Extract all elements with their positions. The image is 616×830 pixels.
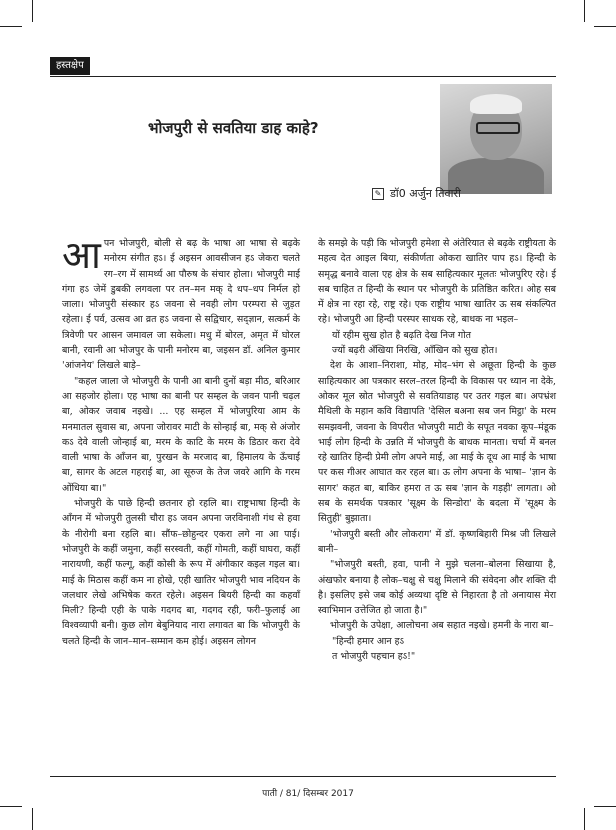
paragraph: 'भोजपुरी बस्ती और लोकराग' में डॉ. कृष्णबिहारी मिश्र जी लिखले बानी– [318, 528, 556, 555]
photo-body [448, 158, 544, 194]
paragraph: आपन भोजपुरी, बोली से बढ़ के भाषा आ भाषा से बढ़के मनोरम संगीत हऽ। ई अइसन आवसीजन हऽ जेकरा चलते रग–रग में सामर्थ्य आ पौरुष के संचार होला। भोजपुरी माई गंगा हऽ जेमें डुबकी लगवला पर तन–मन मक् दे धप–धप निर्मल हो जाला। भोजपुरी संस्कार हऽ जवना से नवही लोग परम्परा से जुड़त रहेला। ई पर्व, उत्सव आ व्रत हऽ जवना से सद्विचार, सद्ज्ञान, सत्कर्म के त्रिवेणी पर आसन जमावल जा सकेला। मधु में बोरल, अमृत में घोरल बानी, रवानी आ भोजपुर के पानी मनोरम बा, जइसन डॉ. अनिल कुमार 'आंजनेय' लिखले बाड़े– [62, 233, 300, 372]
crop-mark [32, 808, 33, 830]
couplet-line: ज्यों बढ़री अँखिया निरखि, आँखिन को सुख होत। [332, 345, 498, 357]
crop-mark [594, 26, 616, 27]
crop-mark [594, 806, 616, 807]
author-photo [440, 84, 552, 194]
article-title: भोजपुरी से सवतिया डाह काहे? [148, 119, 319, 137]
slogan-line: त भोजपुरी पहचान हऽ!" [332, 651, 416, 663]
crop-mark [32, 0, 33, 22]
crop-mark [0, 806, 22, 807]
crop-mark [584, 808, 585, 830]
page-footer: पाती / 81/ दिसम्बर 2017 [262, 789, 354, 799]
section-tag: हस्तक्षेप [50, 57, 90, 75]
footer-rule [50, 776, 556, 777]
paragraph: के समझे के पड़ी कि भोजपुरी हमेशा से अंतेरियात से बढ़के राष्ट्रीयता के महत्व देत आइल बिया, संकीर्णता ओकरा खातिर पाप हऽ। हिन्दी के समृद्ध बनावे वाला एह क्षेत्र के सब साहित्यकार मूलतः भोजपुरिए रहे। ई सब चाहित त हिन्दी के स्थान पर भोजपुरी के प्रतिष्ठित करित। ओह सब में क्षेत्र ना रहा रहे, राष्ट्र रहे। एक राष्ट्रीय भाषा खातिर ऊ सब संकल्पित रहे। भोजपुरी आ हिन्दी परस्पर साधक रहे, बाधक ना भइल– [318, 238, 556, 326]
left-column [62, 233, 300, 649]
paragraph: भोजपुरी के पाछे हिन्दी छतनार हो रहलि बा। राष्ट्रभाषा हिन्दी के आँगन में भोजपुरी तुलसी चौरा हऽ जवन अपना जरविनाशी गंध से हवा के नीरोगी बना रहलि बा। सौंफ–छोहुन्दर एकरा लगे ना आ पाई। भोजपुरी के कहीं जमुना, कहीं सरस्वती, कहीं गोमती, कहीं घाघरा, कहीं नारायणी, कहीं फल्गू, कहीं कोसी के रूप में अंगीकार कइल गइल बा। माई के मिठास कहीं कम ना होखे, एही खातिर भोजपुरी भाव नदियन के जलधार लेखे अभिषेक करत रहेले। अइसन बियरी हिन्दी का कहवाँ मिली? हिन्दी एही के पाके गदगद बा, गदगद रही, फरी–फुलाई आ विश्वव्यापी बनी। कुछ लोग बेबुनियाद नारा लगावत बा कि भोजपुरी के चलते हिन्दी के जान–मान–सम्मान कम होई। अइसन लोगन [62, 498, 300, 647]
paragraph: भोजपुरी के उपेक्षा, आलोचना अब सहात नइखे। हमनी के नारा बा– [330, 620, 554, 632]
paragraph: "कहल जाला जे भोजपुरी के पानी आ बानी दुनों बड़ा मीठ, बरिआर आ सहजोर होला। एह भाषा का बानी पर सम्हल के जवन पानी चढ़ल बा, ओकर जवाब नइखे। ... एह सम्हल में भोजपुरिया आम के मनमातल सुवास बा, अपना जोरावर माटी के सोन्हाई बा, मक् से अंजोर कऽ देवे वाली जोन्हाई बा, मरम के काटि के मरम के डिठार करा देवे वाली भाषा के आँजन बा, पुरखन के मरजाद बा, हिमालय के ऊँचाई बा, सागर के अटल गहराई बा, आ सूरुज के तेज जवरे आगि के गरम ओंधिया बा।" [62, 375, 300, 494]
byline [372, 186, 461, 201]
slogan-line: "हिन्दी हमार आन हऽ [332, 635, 404, 647]
author-name: डॉ0 अर्जुन तिवारी [390, 187, 461, 200]
couplet-line: यों रहीम सुख होत है बढ़ति देख निज गोत [332, 329, 471, 341]
pen-icon: ✎ [372, 188, 384, 200]
crop-mark [0, 26, 22, 27]
section-rule [50, 76, 556, 77]
paragraph: देश के आशा–निराशा, मोह, मोद–भंग से अछूता हिन्दी के कुछ साहित्यकार आ पत्रकार सरल–तरल हिन्दी के विकास पर ध्यान ना देके, ओकर मूल स्रोत भोजपुरी से सवतियाडाह पर उतर गइल बा। अपभ्रंश मैथिली के महान कवि विद्यापति 'देसिल बअना सब जन मिट्ठा' के मरम समझवनी, जवना के विपरीत भोजपुरी माटी के सपूत नवका कूप–मंडूक भाई लोग हिन्दी के उन्नति में भोजपुरी के बाधक मानता। चर्चा में बनल रहे खातिर हिन्दी प्रेमी लोग अपने माई, आ माई के दूध आ माई के भाषा पर कस गीअर आघात कर रहल बा। ऊ लोग अपना के भाषा– 'ज्ञान के सागर' कहत बा, बाकिर हमरा त ऊ सब 'ज्ञान के गड़ही' लागता। ओ सब के समर्थक पत्रकार 'सूक्ष्म के सिन्डोरा' के बदला में 'सूक्ष्म के सितुही' बुझाता। [318, 360, 556, 525]
drop-cap: आ [62, 233, 101, 277]
paragraph: "भोजपुरी बस्ती, हवा, पानी ने मुझे चलना–बोलना सिखाया है, अंखफोर बनाया है लोक–चक्षु से चक्षु मिलाने की संवेदना और शक्ति दी है। इसलिए इसे जब कोई अव्यथा दृष्टि से निहारता है तो अनायास मेरा स्वाभिमान उत्तेजित हो जाता है।" [318, 559, 556, 617]
right-column [318, 236, 556, 664]
crop-mark [584, 0, 585, 22]
photo-hair [470, 94, 522, 114]
photo-glasses [476, 122, 520, 134]
